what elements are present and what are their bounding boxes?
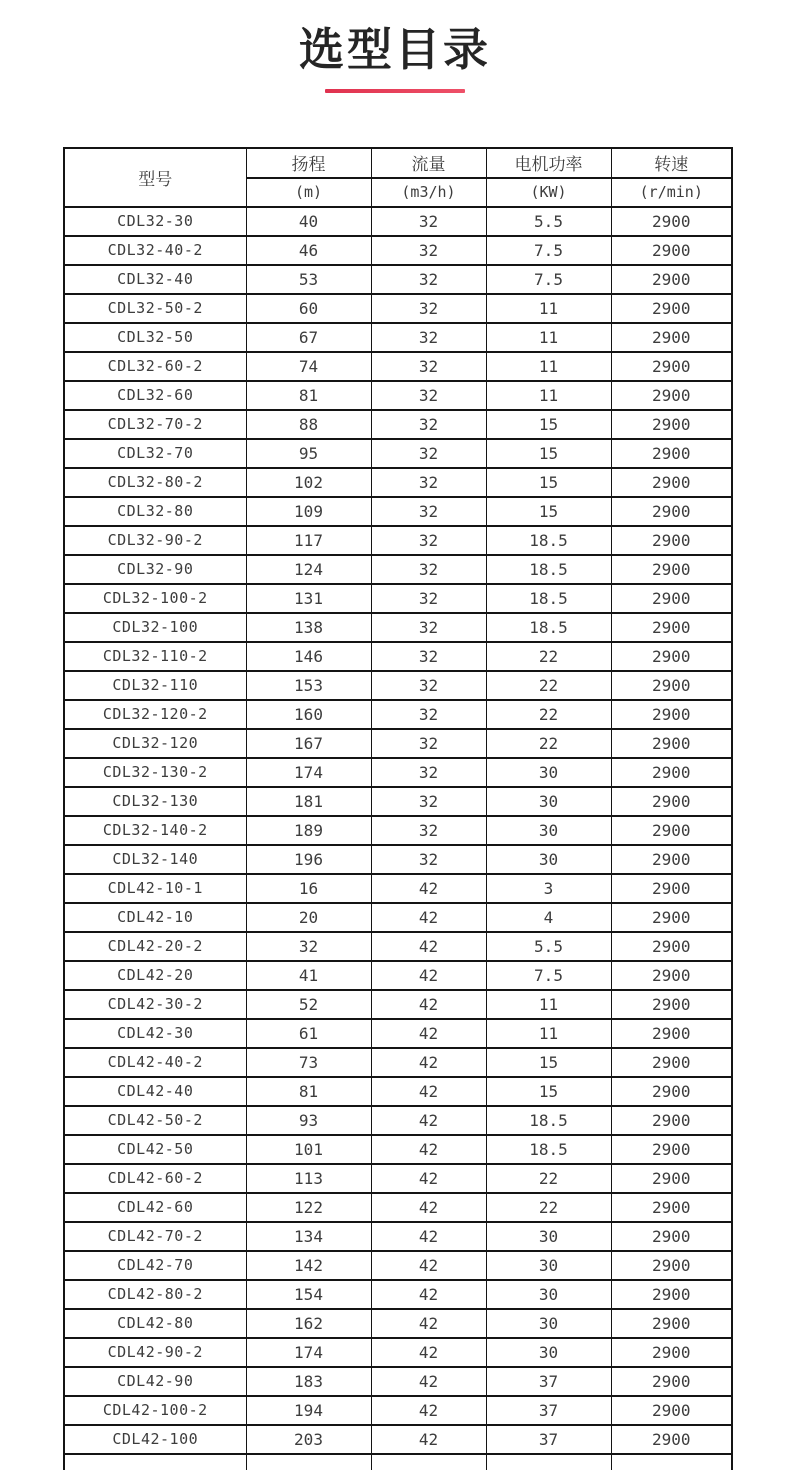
cell-speed: 2900 <box>611 1222 732 1251</box>
cell-flow: 32 <box>371 294 486 323</box>
cell-model: CDL32-100 <box>64 613 246 642</box>
cell-flow: 32 <box>371 497 486 526</box>
cell-flow: 32 <box>371 439 486 468</box>
cell-head: 142 <box>246 1251 371 1280</box>
cell-speed: 2900 <box>611 1367 732 1396</box>
cell-head: 174 <box>246 758 371 787</box>
cell-head: 53 <box>246 265 371 294</box>
cell-speed: 2900 <box>611 671 732 700</box>
cell-power: 30 <box>486 1338 611 1367</box>
cell-speed: 2900 <box>611 207 732 236</box>
cell-speed: 2900 <box>611 932 732 961</box>
cell-flow: 42 <box>371 1396 486 1425</box>
cell-flow: 42 <box>371 932 486 961</box>
cell-head: 160 <box>246 700 371 729</box>
cell-power: 30 <box>486 1222 611 1251</box>
table-row <box>64 671 732 700</box>
cell-head: 124 <box>246 555 371 584</box>
cell-head: 134 <box>246 1222 371 1251</box>
cell-speed: 2900 <box>611 1048 732 1077</box>
cell-head: 162 <box>246 1309 371 1338</box>
cell-flow: 32 <box>371 468 486 497</box>
cell-head: 81 <box>246 1077 371 1106</box>
cell-speed: 2900 <box>611 1019 732 1048</box>
cell-speed: 2900 <box>611 1106 732 1135</box>
cell-speed: 2900 <box>611 381 732 410</box>
cell-flow: 42 <box>371 990 486 1019</box>
cell-speed: 2900 <box>611 410 732 439</box>
cell-power: 30 <box>486 845 611 874</box>
header-power-label: 电机功率 <box>486 148 611 178</box>
cell-power <box>486 1454 611 1470</box>
title-section <box>0 0 790 93</box>
cell-head: 40 <box>246 207 371 236</box>
table-row <box>64 1222 732 1251</box>
cell-power: 11 <box>486 990 611 1019</box>
cell-flow: 32 <box>371 555 486 584</box>
cell-model: CDL32-140-2 <box>64 816 246 845</box>
cell-model: CDL32-60-2 <box>64 352 246 381</box>
table-row <box>64 497 732 526</box>
cell-model: CDL42-10-1 <box>64 874 246 903</box>
cell-model: CDL32-70-2 <box>64 410 246 439</box>
cell-flow: 32 <box>371 584 486 613</box>
cell-flow: 42 <box>371 1048 486 1077</box>
cell-flow: 42 <box>371 1280 486 1309</box>
header-flow-unit: (m3/h) <box>371 178 486 207</box>
cell-speed: 2900 <box>611 787 732 816</box>
cell-speed: 2900 <box>611 990 732 1019</box>
cell-model: CDL32-90-2 <box>64 526 246 555</box>
cell-speed: 2900 <box>611 874 732 903</box>
cell-power: 11 <box>486 1019 611 1048</box>
cell-head: 32 <box>246 932 371 961</box>
table-row <box>64 1135 732 1164</box>
header-head-label: 扬程 <box>246 148 371 178</box>
cell-speed: 2900 <box>611 323 732 352</box>
cell-flow: 42 <box>371 1251 486 1280</box>
cell-power: 30 <box>486 1280 611 1309</box>
table-row <box>64 903 732 932</box>
table-row <box>64 613 732 642</box>
cell-flow: 42 <box>371 1338 486 1367</box>
cell-head: 95 <box>246 439 371 468</box>
cell-speed: 2900 <box>611 816 732 845</box>
cell-speed: 2900 <box>611 729 732 758</box>
cell-power: 18.5 <box>486 555 611 584</box>
cell-power: 11 <box>486 294 611 323</box>
cell-head: 60 <box>246 294 371 323</box>
cell-head: 183 <box>246 1367 371 1396</box>
cell-power: 5.5 <box>486 932 611 961</box>
cell-power: 15 <box>486 1077 611 1106</box>
cell-flow: 42 <box>371 1164 486 1193</box>
cell-model: CDL32-40-2 <box>64 236 246 265</box>
cell-power: 18.5 <box>486 526 611 555</box>
table-row <box>64 932 732 961</box>
cell-flow: 42 <box>371 903 486 932</box>
table-body <box>64 207 732 1470</box>
cell-speed: 2900 <box>611 1425 732 1454</box>
cell-model: CDL42-80 <box>64 1309 246 1338</box>
cell-model: CDL42-60 <box>64 1193 246 1222</box>
cell-model: CDL42-20-2 <box>64 932 246 961</box>
cell-flow: 32 <box>371 410 486 439</box>
cell-power: 22 <box>486 700 611 729</box>
cell-flow: 32 <box>371 642 486 671</box>
cell-flow: 42 <box>371 1425 486 1454</box>
cell-head: 46 <box>246 236 371 265</box>
table-row <box>64 207 732 236</box>
cell-speed: 2900 <box>611 1280 732 1309</box>
table-row <box>64 381 732 410</box>
cell-model: CDL32-100-2 <box>64 584 246 613</box>
table-row <box>64 990 732 1019</box>
cell-model: CDL32-110 <box>64 671 246 700</box>
page-title: 选型目录 <box>298 24 491 75</box>
cell-power: 7.5 <box>486 236 611 265</box>
cell-speed: 2900 <box>611 265 732 294</box>
cell-model: CDL32-120-2 <box>64 700 246 729</box>
table-row <box>64 729 732 758</box>
cell-model: CDL42-40 <box>64 1077 246 1106</box>
cell-power: 15 <box>486 497 611 526</box>
cell-flow: 32 <box>371 787 486 816</box>
header-flow-label: 流量 <box>371 148 486 178</box>
cell-model: CDL42-50-2 <box>64 1106 246 1135</box>
cell-flow: 32 <box>371 613 486 642</box>
cell-model: CDL32-140 <box>64 845 246 874</box>
cell-power: 22 <box>486 671 611 700</box>
cell-model: CDL42-50 <box>64 1135 246 1164</box>
table-row <box>64 816 732 845</box>
header-head-unit: (m) <box>246 178 371 207</box>
cell-head: 174 <box>246 1338 371 1367</box>
cell-speed: 2900 <box>611 845 732 874</box>
table-row <box>64 700 732 729</box>
table-row <box>64 845 732 874</box>
cell-power: 22 <box>486 642 611 671</box>
cell-power: 15 <box>486 439 611 468</box>
cell-model: CDL32-130-2 <box>64 758 246 787</box>
table-row <box>64 758 732 787</box>
cell-model: CDL32-110-2 <box>64 642 246 671</box>
cell-power: 22 <box>486 1193 611 1222</box>
cell-speed: 2900 <box>611 352 732 381</box>
cell-model: CDL42-80-2 <box>64 1280 246 1309</box>
table-row <box>64 961 732 990</box>
cell-flow: 32 <box>371 236 486 265</box>
cell-flow: 32 <box>371 323 486 352</box>
cell-model: CDL32-60 <box>64 381 246 410</box>
cell-head: 122 <box>246 1193 371 1222</box>
table-row <box>64 874 732 903</box>
cell-speed: 2900 <box>611 613 732 642</box>
cell-power: 30 <box>486 1251 611 1280</box>
cell-model: CDL32-30 <box>64 207 246 236</box>
cell-model: CDL32-90 <box>64 555 246 584</box>
selection-table <box>63 147 733 1470</box>
cell-flow: 32 <box>371 265 486 294</box>
cell-power: 18.5 <box>486 1106 611 1135</box>
cell-speed: 2900 <box>611 468 732 497</box>
cell-speed: 2900 <box>611 758 732 787</box>
cell-speed: 2900 <box>611 439 732 468</box>
table-row <box>64 1077 732 1106</box>
table-row <box>64 1106 732 1135</box>
cell-speed: 2900 <box>611 1077 732 1106</box>
table-row <box>64 1396 732 1425</box>
cell-power: 3 <box>486 874 611 903</box>
cell-head: 109 <box>246 497 371 526</box>
cell-model: CDL32-80-2 <box>64 468 246 497</box>
cell-power: 37 <box>486 1396 611 1425</box>
cell-flow: 42 <box>371 1309 486 1338</box>
cell-flow: 42 <box>371 874 486 903</box>
table-row <box>64 1425 732 1454</box>
cell-power: 22 <box>486 729 611 758</box>
table-row <box>64 1251 732 1280</box>
cell-model: CDL32-120 <box>64 729 246 758</box>
cell-power: 15 <box>486 410 611 439</box>
table-row <box>64 265 732 294</box>
cell-model: CDL32-80 <box>64 497 246 526</box>
cell-model: CDL32-50-2 <box>64 294 246 323</box>
cell-model: CDL32-50 <box>64 323 246 352</box>
table-row <box>64 439 732 468</box>
cell-power: 7.5 <box>486 961 611 990</box>
cell-speed: 2900 <box>611 526 732 555</box>
cell-model: CDL42-70 <box>64 1251 246 1280</box>
cell-power: 18.5 <box>486 613 611 642</box>
cell-head: 73 <box>246 1048 371 1077</box>
cell-flow: 42 <box>371 1222 486 1251</box>
cell-flow: 32 <box>371 352 486 381</box>
header-model: 型号 <box>64 148 246 207</box>
cell-head: 93 <box>246 1106 371 1135</box>
table-row <box>64 1164 732 1193</box>
cell-head <box>246 1454 371 1470</box>
cell-model: CDL42-70-2 <box>64 1222 246 1251</box>
cell-model: CDL42-40-2 <box>64 1048 246 1077</box>
table-row <box>64 1019 732 1048</box>
cell-speed: 2900 <box>611 1309 732 1338</box>
cell-flow: 42 <box>371 1106 486 1135</box>
cell-speed: 2900 <box>611 1164 732 1193</box>
table-row <box>64 410 732 439</box>
table-row <box>64 1193 732 1222</box>
cell-flow: 42 <box>371 1019 486 1048</box>
cell-power: 4 <box>486 903 611 932</box>
table-row <box>64 584 732 613</box>
cell-head: 101 <box>246 1135 371 1164</box>
cell-model <box>64 1454 246 1470</box>
cell-head: 196 <box>246 845 371 874</box>
cell-flow: 32 <box>371 671 486 700</box>
cell-power: 30 <box>486 758 611 787</box>
cell-power: 11 <box>486 381 611 410</box>
cell-head: 113 <box>246 1164 371 1193</box>
cell-head: 146 <box>246 642 371 671</box>
cell-power: 30 <box>486 787 611 816</box>
cell-head: 67 <box>246 323 371 352</box>
cell-model: CDL42-30-2 <box>64 990 246 1019</box>
cell-speed: 2900 <box>611 236 732 265</box>
cell-power: 5.5 <box>486 207 611 236</box>
cell-speed: 2900 <box>611 1396 732 1425</box>
table-row <box>64 787 732 816</box>
cell-speed <box>611 1454 732 1470</box>
cell-power: 37 <box>486 1425 611 1454</box>
cell-power: 30 <box>486 1309 611 1338</box>
cell-flow: 42 <box>371 1077 486 1106</box>
cell-model: CDL42-20 <box>64 961 246 990</box>
cell-head: 74 <box>246 352 371 381</box>
cell-flow: 32 <box>371 526 486 555</box>
cell-head: 181 <box>246 787 371 816</box>
cell-speed: 2900 <box>611 903 732 932</box>
table-row <box>64 642 732 671</box>
cell-speed: 2900 <box>611 555 732 584</box>
table-row <box>64 323 732 352</box>
cell-speed: 2900 <box>611 294 732 323</box>
cell-power: 37 <box>486 1367 611 1396</box>
cell-power: 11 <box>486 323 611 352</box>
table-row-partial <box>64 1454 732 1470</box>
cell-power: 30 <box>486 816 611 845</box>
cell-flow: 42 <box>371 1135 486 1164</box>
cell-speed: 2900 <box>611 961 732 990</box>
cell-power: 18.5 <box>486 1135 611 1164</box>
cell-head: 117 <box>246 526 371 555</box>
cell-model: CDL42-100-2 <box>64 1396 246 1425</box>
cell-model: CDL42-90 <box>64 1367 246 1396</box>
table-row <box>64 1280 732 1309</box>
table-row <box>64 526 732 555</box>
cell-flow: 32 <box>371 700 486 729</box>
cell-power: 11 <box>486 352 611 381</box>
cell-head: 88 <box>246 410 371 439</box>
cell-flow: 42 <box>371 1367 486 1396</box>
table-row <box>64 1367 732 1396</box>
cell-model: CDL42-90-2 <box>64 1338 246 1367</box>
cell-power: 22 <box>486 1164 611 1193</box>
cell-speed: 2900 <box>611 700 732 729</box>
cell-head: 61 <box>246 1019 371 1048</box>
table-row <box>64 1048 732 1077</box>
cell-model: CDL42-10 <box>64 903 246 932</box>
cell-head: 203 <box>246 1425 371 1454</box>
cell-power: 7.5 <box>486 265 611 294</box>
header-power-unit: (KW) <box>486 178 611 207</box>
cell-head: 131 <box>246 584 371 613</box>
cell-model: CDL42-100 <box>64 1425 246 1454</box>
cell-head: 41 <box>246 961 371 990</box>
cell-head: 189 <box>246 816 371 845</box>
cell-model: CDL32-40 <box>64 265 246 294</box>
cell-head: 20 <box>246 903 371 932</box>
cell-speed: 2900 <box>611 642 732 671</box>
table-header <box>64 148 732 207</box>
cell-head: 102 <box>246 468 371 497</box>
table-row <box>64 1309 732 1338</box>
cell-flow: 42 <box>371 1193 486 1222</box>
cell-speed: 2900 <box>611 584 732 613</box>
table-row <box>64 555 732 584</box>
cell-flow: 32 <box>371 816 486 845</box>
cell-flow: 32 <box>371 207 486 236</box>
cell-flow: 32 <box>371 758 486 787</box>
cell-speed: 2900 <box>611 1338 732 1367</box>
cell-model: CDL42-30 <box>64 1019 246 1048</box>
table-row <box>64 294 732 323</box>
cell-power: 15 <box>486 1048 611 1077</box>
cell-model: CDL42-60-2 <box>64 1164 246 1193</box>
cell-head: 81 <box>246 381 371 410</box>
cell-model: CDL32-70 <box>64 439 246 468</box>
cell-head: 153 <box>246 671 371 700</box>
table-row <box>64 236 732 265</box>
header-speed-label: 转速 <box>611 148 732 178</box>
table-row <box>64 352 732 381</box>
cell-head: 138 <box>246 613 371 642</box>
table-row <box>64 468 732 497</box>
cell-speed: 2900 <box>611 1193 732 1222</box>
cell-model: CDL32-130 <box>64 787 246 816</box>
cell-flow: 32 <box>371 729 486 758</box>
cell-speed: 2900 <box>611 1135 732 1164</box>
cell-head: 167 <box>246 729 371 758</box>
cell-flow: 42 <box>371 961 486 990</box>
cell-speed: 2900 <box>611 497 732 526</box>
cell-power: 15 <box>486 468 611 497</box>
title-divider <box>325 89 465 93</box>
cell-power: 18.5 <box>486 584 611 613</box>
cell-head: 52 <box>246 990 371 1019</box>
cell-head: 154 <box>246 1280 371 1309</box>
cell-flow: 32 <box>371 381 486 410</box>
cell-flow: 32 <box>371 845 486 874</box>
header-speed-unit: (r/min) <box>611 178 732 207</box>
cell-flow <box>371 1454 486 1470</box>
cell-speed: 2900 <box>611 1251 732 1280</box>
table-row <box>64 1338 732 1367</box>
cell-head: 194 <box>246 1396 371 1425</box>
cell-head: 16 <box>246 874 371 903</box>
